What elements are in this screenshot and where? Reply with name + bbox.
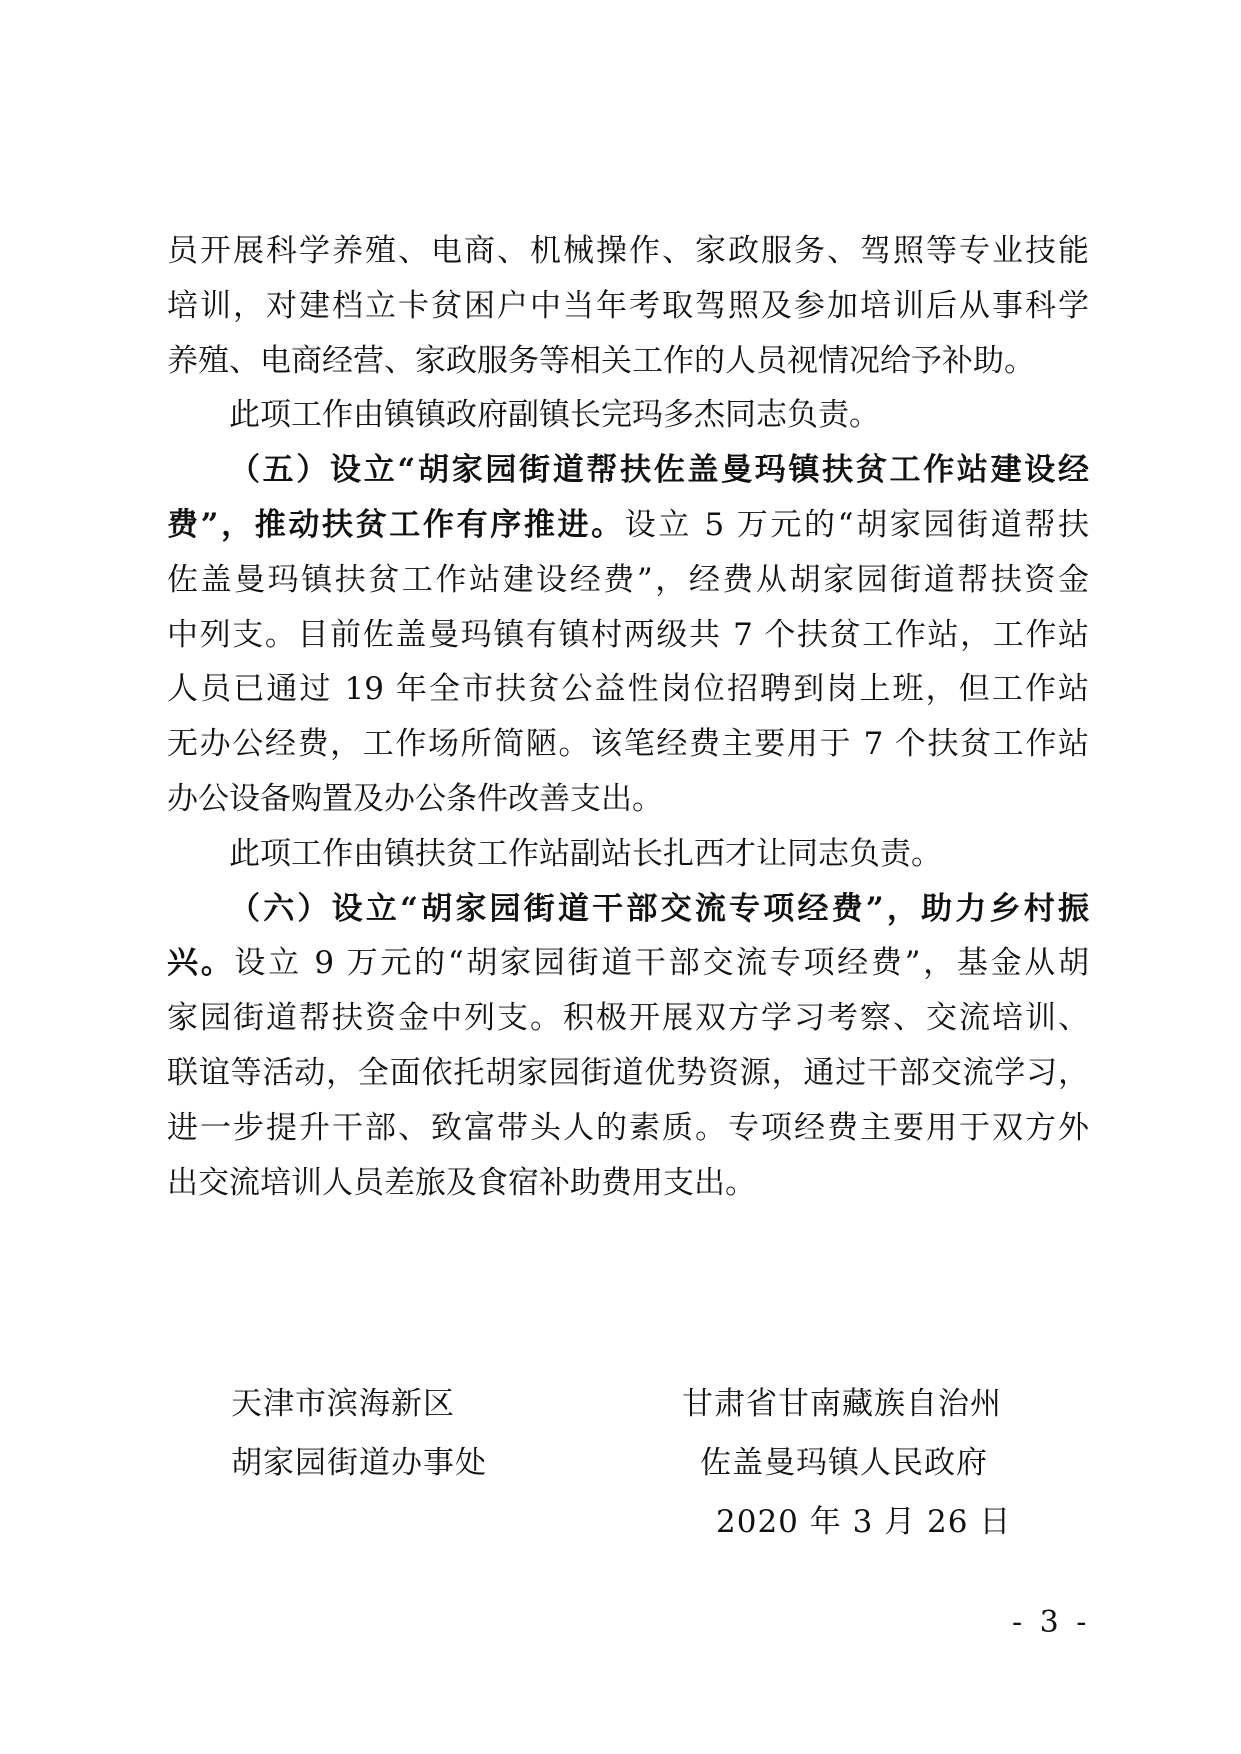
- body-line: [167, 1055, 1089, 1091]
- line-text: 中列支。目前佐盖曼玛镇有镇村两级共 7 个扶贫工作站，工作站: [167, 617, 1089, 653]
- body-line: [167, 671, 1089, 707]
- body-line: [167, 1000, 1089, 1036]
- body-line: [167, 507, 1089, 543]
- line-text: 出交流培训人员差旅及食宿补助费用支出。: [167, 1165, 756, 1201]
- body-line: [167, 562, 1089, 598]
- body-line: [167, 233, 1089, 269]
- signature-right-government: 佐盖曼玛镇人民政府: [700, 1445, 988, 1481]
- line-text: 家园街道帮扶资金中列支。积极开展双方学习考察、交流培训、: [167, 1000, 1089, 1036]
- heading-text: （六）设立“胡家园街道干部交流专项经费”，助力乡村振: [229, 891, 1089, 927]
- signature-date: 2020 年 3 月 26 日: [716, 1504, 1012, 1540]
- responsible-note: [229, 836, 1089, 872]
- section-heading-6: [229, 891, 1089, 927]
- line-text: 设立 9 万元的“胡家园街道干部交流专项经费”，基金从胡: [234, 945, 1090, 981]
- line-text: 进一步提升干部、致富带头人的素质。专项经费主要用于双方外: [167, 1110, 1089, 1146]
- line-text: 办公设备购置及办公条件改善支出。: [167, 781, 663, 817]
- heading-text: 兴。: [167, 945, 235, 981]
- body-line: [167, 781, 1089, 817]
- line-text: 此项工作由镇镇政府副镇长完玛多杰同志负责。: [229, 397, 880, 433]
- signature-left-region: 天津市滨海新区: [231, 1386, 455, 1422]
- signature-right-region: 甘肃省甘南藏族自治州: [682, 1386, 1002, 1422]
- line-text: 员开展科学养殖、电商、机械操作、家政服务、驾照等专业技能: [167, 233, 1089, 269]
- heading-text: 费”，推动扶贫工作有序推进。: [167, 507, 625, 543]
- signature-left-office: 胡家园街道办事处: [231, 1445, 487, 1481]
- line-text: 培训，对建档立卡贫困户中当年考取驾照及参加培训后从事科学: [167, 288, 1089, 324]
- line-text: 联谊等活动，全面依托胡家园街道优势资源，通过干部交流学习，: [167, 1055, 1089, 1091]
- body-line: [167, 343, 1089, 379]
- line-text: 无办公经费，工作场所简陋。该笔经费主要用于 7 个扶贫工作站: [167, 726, 1089, 762]
- body-line: [167, 617, 1089, 653]
- page-number: - 3 -: [1012, 1605, 1091, 1640]
- body-line: [167, 945, 1089, 981]
- body-line: [167, 288, 1089, 324]
- line-text: 设立 5 万元的“胡家园街道帮扶: [624, 507, 1089, 543]
- line-text: 此项工作由镇扶贫工作站副站长扎西才让同志负责。: [229, 836, 942, 872]
- section-heading-5: [229, 452, 1089, 488]
- body-line: [167, 1110, 1089, 1146]
- body-line: [167, 1165, 1089, 1201]
- line-text: 佐盖曼玛镇扶贫工作站建设经费”，经费从胡家园街道帮扶资金: [167, 562, 1089, 598]
- line-text: 人员已通过 19 年全市扶贫公益性岗位招聘到岗上班，但工作站: [167, 671, 1089, 707]
- body-line: [167, 726, 1089, 762]
- heading-text: （五）设立“胡家园街道帮扶佐盖曼玛镇扶贫工作站建设经: [229, 452, 1089, 488]
- line-text: 养殖、电商经营、家政服务等相关工作的人员视情况给予补助。: [167, 343, 1035, 379]
- responsible-note: [229, 397, 1089, 433]
